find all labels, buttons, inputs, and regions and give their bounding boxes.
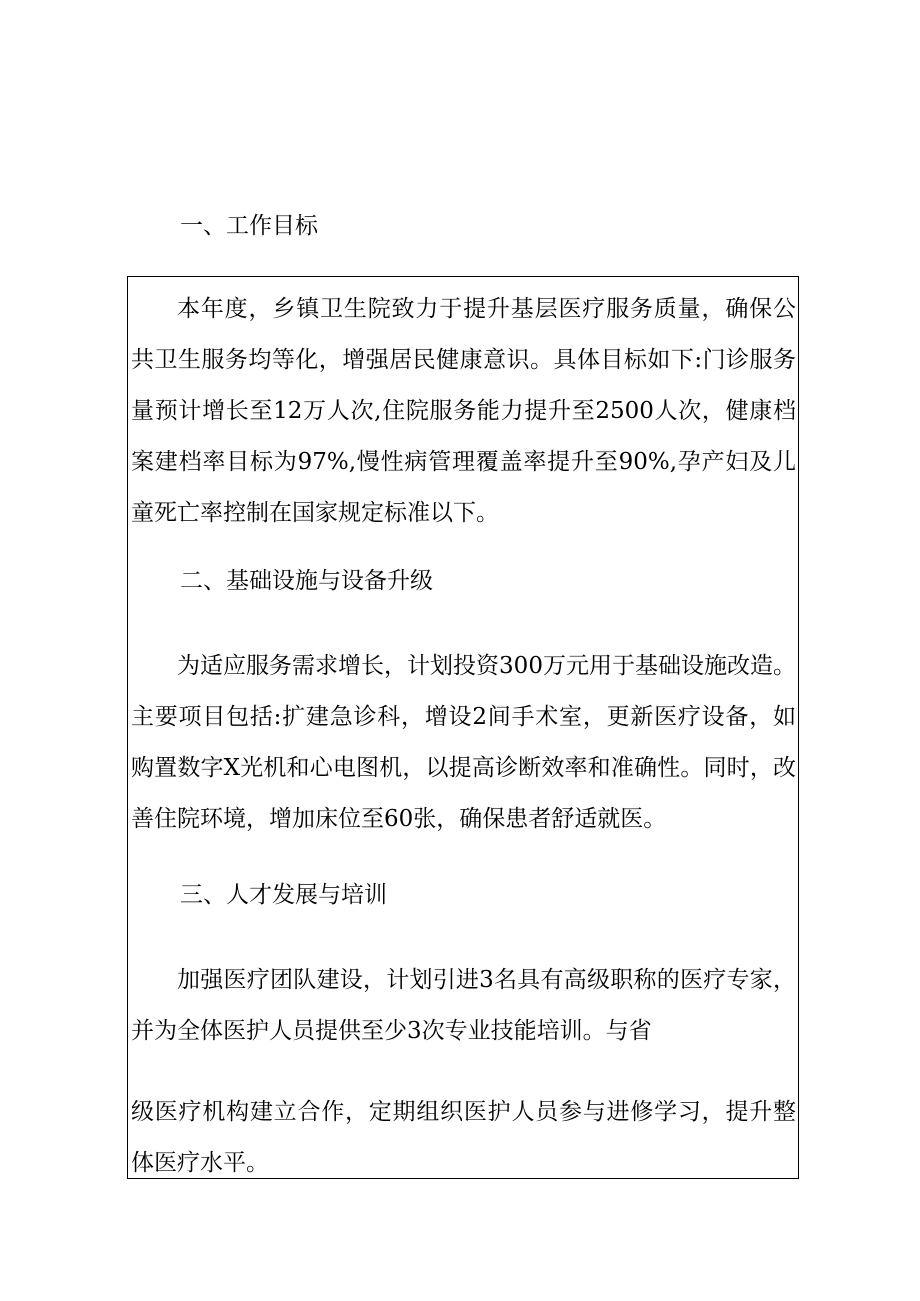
section-heading-goals: 一、工作目标: [180, 213, 318, 239]
section-heading-infrastructure: 二、基础设施与设备升级: [180, 568, 433, 594]
paragraph-talent-part1: 加强医疗团队建设，计划引进3名具有高级职称的医疗专家，并为全体医护人员提供至少3次专业技能培训。与省: [131, 967, 796, 1044]
paragraph-infrastructure: 为适应服务需求增长，计划投资300万元用于基础设施改造。主要项目包括:扩建急诊科，增设2间手术室，更新医疗设备，如购置数字X光机和心电图机，以提高诊断效率和准确性。同时，改善住院环境，增加床位至60张，确保患者舒适就医。: [131, 653, 796, 832]
section-heading-talent: 三、人才发展与培训: [180, 882, 387, 908]
paragraph-goals: 本年度，乡镇卫生院致力于提升基层医疗服务质量，确保公共卫生服务均等化，增强居民健康意识。具体目标如下:门诊服务量预计增长至12万人次,住院服务能力提升至2500人次，健康档案建档率目标为97%,慢性病管理覆盖率提升至90%,孕产妇及儿童死亡率控制在国家规定标准以下。: [131, 296, 796, 526]
paragraph-talent-part2: 级医疗机构建立合作，定期组织医护人员参与进修学习，提升整体医疗水平。: [131, 1099, 796, 1176]
